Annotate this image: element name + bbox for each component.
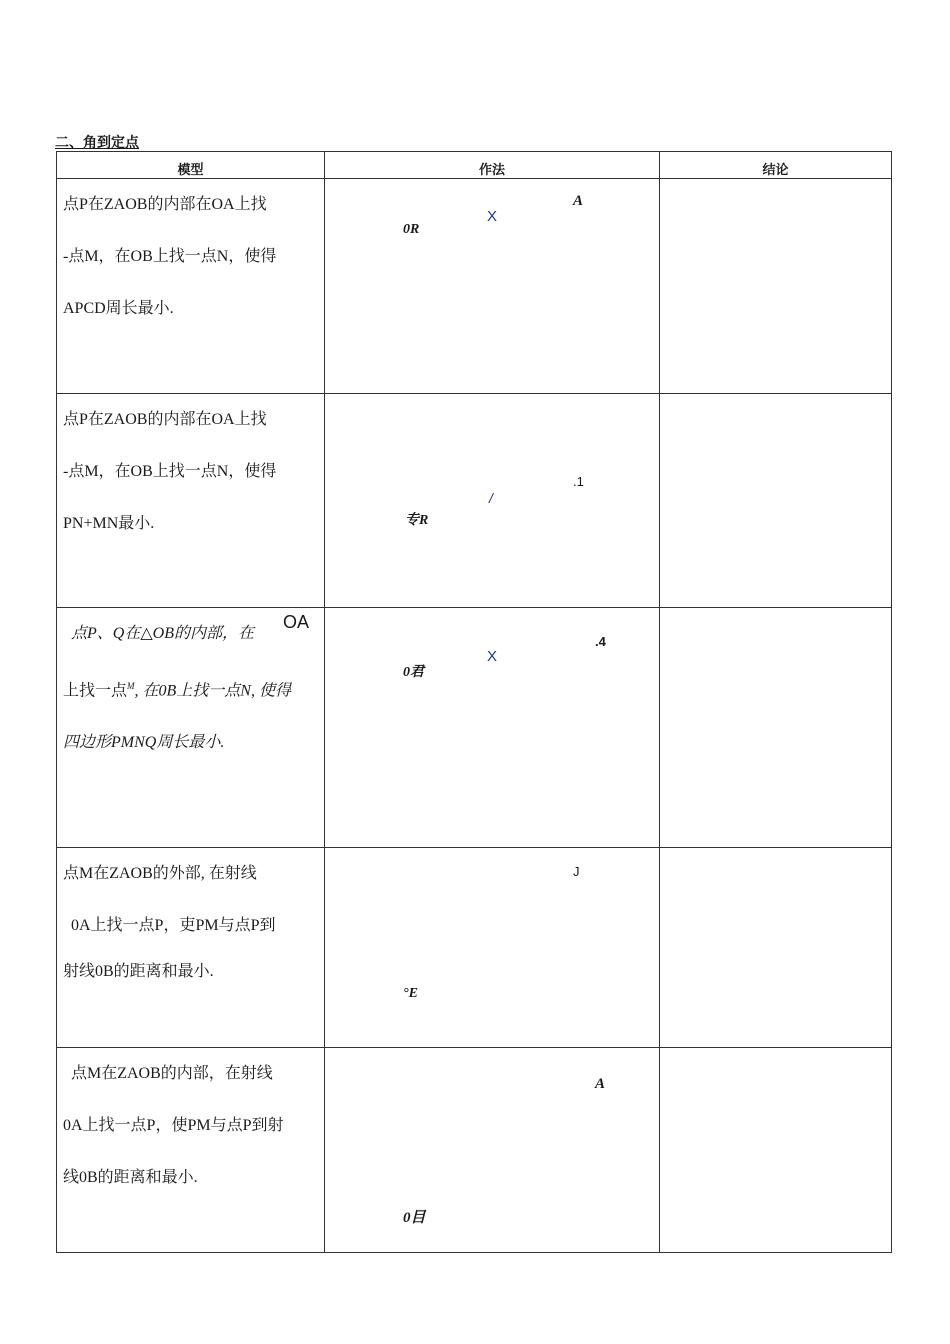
conclusion-cell — [659, 179, 891, 393]
model-text: 上找一点 — [63, 682, 128, 700]
diagram-label: .4 — [595, 634, 606, 649]
model-line: -点M，在OB上找一点N，使得 — [63, 463, 277, 480]
header-model: 模型 — [177, 163, 204, 178]
conclusion-cell — [659, 394, 891, 607]
diagram-label: .1 — [573, 474, 584, 489]
model-cell — [57, 608, 324, 847]
section-title: 二、角到定点 — [55, 135, 139, 151]
diagram-label: J — [573, 864, 580, 879]
model-cell — [57, 394, 324, 607]
diagram-label: 0目 — [403, 1210, 426, 1226]
model-cell — [57, 848, 324, 1047]
diagram-label: X — [487, 208, 498, 225]
model-line: 射线0B的距离和最小. — [63, 963, 214, 980]
model-line: 0A上找一点P，吏PM与点P到 — [71, 917, 276, 934]
table-row — [57, 607, 891, 847]
table-row — [57, 178, 891, 393]
diagram-label: °E — [403, 986, 418, 1001]
model-text: 点P、Q在△OB的内部，在 — [71, 625, 254, 642]
model-cell — [57, 1048, 324, 1252]
model-text: OA — [283, 612, 310, 632]
method-cell — [324, 608, 659, 847]
model-line: 点P在ZAOB的内部在OA上找 — [63, 411, 267, 428]
model-line: 点P在ZAOB的内部在OA上找 — [63, 196, 267, 213]
diagram-label: 0君 — [403, 665, 424, 680]
table-row — [57, 847, 891, 1047]
model-line: 线0B的距离和最小. — [63, 1169, 198, 1186]
header-conclusion: 结论 — [659, 152, 891, 178]
model-line: 点M在ZAOB的内部，在射线 — [71, 1065, 273, 1082]
conclusion-cell — [659, 848, 891, 1047]
model-line: 四边形PMNQ周长最小. — [63, 734, 225, 752]
diagram-label: 专R — [405, 513, 429, 528]
model-text: , 在0B上找一点N, 使得 — [134, 682, 291, 700]
model-line: 0A上找一点P，使PM与点P到射 — [63, 1117, 284, 1134]
model-line: PN+MN最小. — [63, 515, 155, 532]
diagram-label: / — [489, 490, 493, 506]
model-line — [63, 660, 318, 717]
diagram-label: X — [487, 648, 498, 665]
model-text: M — [127, 681, 135, 691]
diagram-label: 0R — [403, 222, 420, 237]
model-cell — [57, 179, 324, 393]
method-cell — [324, 394, 659, 607]
table-row — [57, 1047, 891, 1252]
model-line: -点M，在OB上找一点N，使得 — [63, 248, 277, 265]
model-line: APCD周长最小. — [63, 300, 174, 317]
method-cell — [324, 1048, 659, 1252]
conclusion-cell — [659, 608, 891, 847]
conclusion-cell — [659, 1048, 891, 1252]
table-row — [57, 393, 891, 607]
angle-model-table — [56, 151, 892, 1253]
method-cell — [324, 848, 659, 1047]
diagram-label: A — [595, 1076, 606, 1092]
method-cell — [324, 179, 659, 393]
header-method: 作法 — [324, 152, 659, 178]
model-line: 点M在ZAOB的外部, 在射线 — [63, 865, 257, 882]
model-line — [63, 608, 318, 660]
diagram-label: A — [573, 193, 584, 209]
table-header-row — [57, 152, 891, 178]
